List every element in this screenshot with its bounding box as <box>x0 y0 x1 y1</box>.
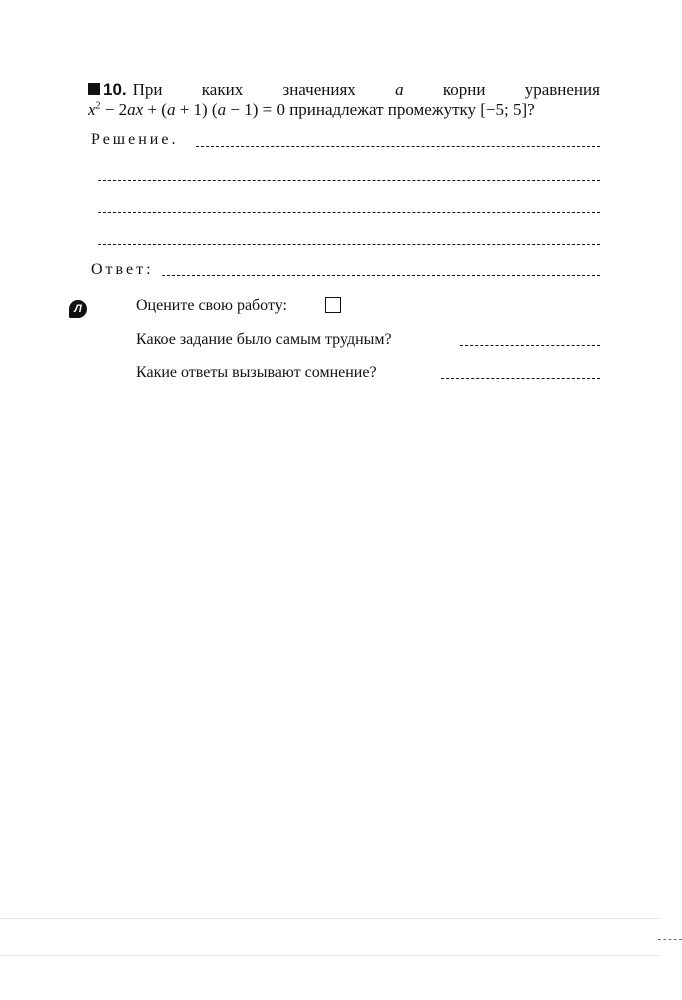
task-equation <box>88 100 600 122</box>
eq-a: a <box>166 100 176 119</box>
doubt-answer-line[interactable] <box>441 378 600 379</box>
task-lead <box>88 80 163 100</box>
answer-label: Ответ: <box>91 261 154 278</box>
eq-part: + ( <box>143 100 167 119</box>
task-word: При <box>132 80 163 99</box>
eq-part: + 1) ( <box>175 100 218 119</box>
solution-answer-line[interactable] <box>98 212 600 213</box>
hardest-question: Какое задание было самым трудным? <box>136 331 392 348</box>
task-heading <box>88 80 600 102</box>
task-variable: a <box>395 80 404 99</box>
doubt-question: Какие ответы вызывают сомнение? <box>136 364 377 381</box>
solution-label: Решение. <box>91 131 179 148</box>
edge-dash <box>658 939 682 940</box>
eq-a: a <box>217 100 227 119</box>
footer-rule <box>0 955 660 956</box>
solution-answer-line[interactable] <box>98 180 600 181</box>
solution-answer-line[interactable] <box>196 146 600 147</box>
square-marker-icon <box>88 83 100 95</box>
task-word: уравнения <box>524 80 600 99</box>
answer-line[interactable] <box>162 275 600 276</box>
rate-work-label: Оцените свою работу: <box>136 297 287 314</box>
eq-power: 2 <box>95 100 101 112</box>
task-number: 10. <box>103 80 127 99</box>
eq-x: x <box>88 100 96 119</box>
task-word: каких <box>201 80 244 99</box>
eq-part: − 1) = 0 принадлежат промежутку [−5; 5]? <box>226 100 535 119</box>
solution-answer-line[interactable] <box>98 244 600 245</box>
footer-rule <box>0 918 660 919</box>
hardest-answer-line[interactable] <box>460 345 600 346</box>
self-check-badge-icon: Л <box>69 300 87 318</box>
eq-ax: ax <box>127 100 144 119</box>
eq-part: − 2 <box>100 100 128 119</box>
task-word: значениях <box>282 80 356 99</box>
rate-work-checkbox[interactable] <box>325 297 341 313</box>
task-word: корни <box>442 80 486 99</box>
